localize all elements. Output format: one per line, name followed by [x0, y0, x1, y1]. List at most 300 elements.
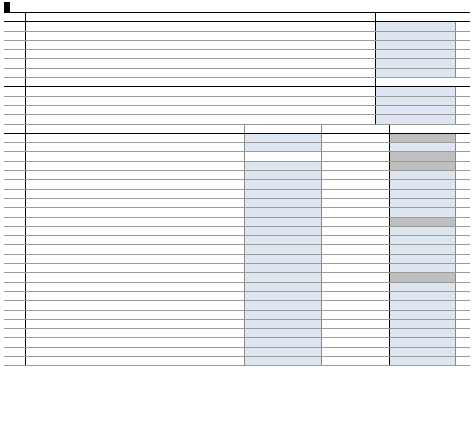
tax-cell: [389, 152, 470, 160]
line-number: [4, 106, 26, 114]
brace: [375, 338, 389, 346]
tax-line-number: [455, 190, 470, 198]
rate-value: [321, 292, 375, 300]
line-description: [26, 50, 375, 58]
rate-value: [321, 171, 375, 179]
tax-line-number: [455, 283, 470, 291]
part-label: [4, 2, 10, 12]
tax-amount-field: [390, 218, 456, 226]
tax-cell: [389, 236, 470, 244]
tax-amount-field[interactable]: [390, 264, 456, 272]
tax-line-number: [455, 134, 470, 142]
line-description: [26, 152, 244, 160]
fuel-row: [4, 218, 470, 227]
tax-cell: [389, 162, 470, 170]
line-number: [4, 236, 26, 244]
tax-cell: [375, 41, 470, 49]
brace: [375, 190, 389, 198]
fuel-row: [4, 273, 470, 282]
tax-amount-field: [390, 152, 456, 160]
line-row: [4, 32, 470, 41]
gallons-field[interactable]: [244, 264, 321, 272]
tax-amount-field[interactable]: [376, 22, 456, 30]
rate-value: [321, 180, 375, 188]
tax-line-number: [455, 236, 470, 244]
line-number: [4, 162, 26, 170]
line-number: [4, 208, 26, 216]
line-description: [26, 171, 244, 179]
tax-amount-field[interactable]: [390, 171, 456, 179]
tax-cell: [389, 134, 470, 142]
tax-line-number: [455, 292, 470, 300]
line-number: [4, 301, 26, 309]
gallons-field[interactable]: [244, 143, 321, 151]
fuel-row: [4, 292, 470, 301]
line-number: [4, 41, 26, 49]
brace: [375, 301, 389, 309]
tax-line-number: [455, 227, 470, 235]
brace: [375, 143, 389, 151]
line-number: [4, 255, 26, 263]
line-row: [4, 106, 470, 115]
tax-amount-field[interactable]: [390, 143, 456, 151]
gallons-field[interactable]: [244, 152, 321, 160]
fuel-row: [4, 236, 470, 245]
line-number: [4, 97, 26, 105]
tax-cell: [389, 338, 470, 346]
tax-line-number: [455, 59, 470, 67]
tax-cell: [389, 255, 470, 263]
tax-line-number: [455, 115, 470, 123]
line-number: [4, 50, 26, 58]
comm-section-title: [26, 78, 375, 86]
tax-line-number: [455, 171, 470, 179]
line-description: [26, 41, 375, 49]
gallons-field[interactable]: [244, 171, 321, 179]
line-description: [26, 283, 244, 291]
fuel-row: [4, 329, 470, 338]
tax-line-number: [455, 106, 470, 114]
line-number: [4, 143, 26, 151]
tax-line-number: [455, 357, 470, 365]
rate-value: [321, 311, 375, 319]
tax-amount-field[interactable]: [376, 59, 456, 67]
gallons-field[interactable]: [244, 292, 321, 300]
rate-value: [321, 245, 375, 253]
brace: [375, 311, 389, 319]
line-number: [4, 218, 26, 226]
tax-amount-field[interactable]: [376, 69, 456, 77]
line-description: [26, 180, 244, 188]
tax-amount-field: [390, 273, 456, 281]
line-number: [4, 152, 26, 160]
tax-amount-field[interactable]: [376, 97, 456, 105]
tax-cell: [389, 143, 470, 151]
fuel-row: [4, 190, 470, 199]
tax-header: [375, 13, 470, 21]
rate-value: [321, 152, 375, 160]
gallons-field[interactable]: [244, 190, 321, 198]
tax-line-number: [455, 329, 470, 337]
line-description: [26, 292, 244, 300]
tax-line-number: [455, 162, 470, 170]
line-row: [4, 22, 470, 31]
tax-line-number: [455, 301, 470, 309]
form-720-part-1: [4, 2, 470, 366]
tax-amount-field[interactable]: [376, 50, 456, 58]
gallons-field[interactable]: [244, 283, 321, 291]
line-description: [26, 22, 375, 30]
rate-value: [321, 208, 375, 216]
line-description: [26, 143, 244, 151]
env-section-header: [4, 13, 470, 22]
tax-cell: [375, 106, 470, 114]
gallons-field[interactable]: [244, 329, 321, 337]
tax-cell: [375, 69, 470, 77]
tax-cell: [389, 171, 470, 179]
brace: [375, 320, 389, 328]
irs-no-header: [4, 13, 26, 21]
fuel-row: [4, 180, 470, 189]
rate-value: [321, 357, 375, 365]
form-footer: [4, 406, 470, 416]
tax-cell: [389, 199, 470, 207]
tax-cell: [389, 320, 470, 328]
gallons-field[interactable]: [244, 255, 321, 263]
rate-value: [321, 236, 375, 244]
brace: [375, 227, 389, 235]
tax-amount-field[interactable]: [390, 292, 456, 300]
tax-line-number: [455, 50, 470, 58]
line-description: [26, 245, 244, 253]
tax-line-number: [455, 338, 470, 346]
gallons-field[interactable]: [244, 273, 321, 281]
line-description: [26, 87, 375, 95]
line-number: [4, 338, 26, 346]
gallons-field[interactable]: [244, 338, 321, 346]
line-description: [26, 236, 244, 244]
line-number: [4, 273, 26, 281]
tax-amount-field[interactable]: [376, 115, 456, 123]
rate-value: [321, 227, 375, 235]
tax-line-number: [455, 208, 470, 216]
line-number: [4, 115, 26, 123]
brace: [375, 199, 389, 207]
fuel-row: [4, 199, 470, 208]
line-description: [26, 320, 244, 328]
line-description: [26, 329, 244, 337]
tax-cell: [375, 97, 470, 105]
tax-cell: [389, 264, 470, 272]
tax-line-number: [455, 180, 470, 188]
line-row: [4, 41, 470, 50]
tax-line-number: [455, 152, 470, 160]
rate-value: [321, 338, 375, 346]
tax-amount-field[interactable]: [376, 41, 456, 49]
tax-amount-field[interactable]: [376, 32, 456, 40]
fuel-row: [4, 311, 470, 320]
line-number: [4, 320, 26, 328]
fuel-row: [4, 264, 470, 273]
tax-cell: [389, 283, 470, 291]
line-description: [26, 301, 244, 309]
tax-cell: [389, 180, 470, 188]
brace: [375, 236, 389, 244]
brace: [375, 152, 389, 160]
brace: [375, 180, 389, 188]
fuel-row: [4, 245, 470, 254]
line-description: [26, 134, 244, 142]
rate-value: [321, 320, 375, 328]
tax-cell: [375, 22, 470, 30]
gallons-field[interactable]: [244, 357, 321, 365]
tax-amount-field: [390, 162, 456, 170]
tax-amount-field[interactable]: [390, 357, 456, 365]
gallons-field[interactable]: [244, 311, 321, 319]
line-number: [4, 180, 26, 188]
fuel-row: [4, 283, 470, 292]
fuel-row: [4, 171, 470, 180]
comm-section-header: [4, 78, 470, 87]
gallons-field[interactable]: [244, 199, 321, 207]
gallons-field[interactable]: [244, 245, 321, 253]
tax-line-number: [455, 22, 470, 30]
gallons-field[interactable]: [244, 134, 321, 142]
tax-cell: [389, 190, 470, 198]
tax-header: [375, 78, 470, 86]
fuel-row: [4, 143, 470, 152]
brace: [375, 264, 389, 272]
line-description: [26, 69, 375, 77]
line-number: [4, 264, 26, 272]
tax-line-number: [455, 348, 470, 356]
tax-cell: [389, 329, 470, 337]
tax-cell: [389, 208, 470, 216]
tax-line-number: [455, 199, 470, 207]
tax-line-number: [455, 273, 470, 281]
rate-value: [321, 264, 375, 272]
tax-cell: [389, 245, 470, 253]
fuel-row: [4, 320, 470, 329]
tax-cell: [389, 311, 470, 319]
tax-cell: [375, 87, 470, 95]
tax-cell: [375, 50, 470, 58]
rate-value: [321, 348, 375, 356]
tax-cell: [389, 357, 470, 365]
line-number: [4, 357, 26, 365]
tax-line-number: [455, 87, 470, 95]
brace: [375, 273, 389, 281]
gallons-header: [244, 125, 321, 133]
rate-value: [321, 190, 375, 198]
tax-line-number: [455, 143, 470, 151]
tax-amount-field: [390, 134, 456, 142]
line-description: [26, 106, 375, 114]
line-number: [4, 171, 26, 179]
line-number: [4, 227, 26, 235]
rate-value: [321, 143, 375, 151]
tax-amount-field[interactable]: [376, 106, 456, 114]
fuel-row: [4, 301, 470, 310]
tax-cell: [389, 292, 470, 300]
fuel-row: [4, 208, 470, 217]
line-description: [26, 162, 244, 170]
rate-value: [321, 199, 375, 207]
line-number: [4, 292, 26, 300]
tax-line-number: [455, 264, 470, 272]
rate-value: [321, 301, 375, 309]
rate-value: [321, 329, 375, 337]
tax-cell: [389, 301, 470, 309]
fuel-row: [4, 348, 470, 357]
line-description: [26, 97, 375, 105]
tax-line-number: [455, 245, 470, 253]
line-row: [4, 59, 470, 68]
rate-value: [321, 162, 375, 170]
gallons-field[interactable]: [244, 162, 321, 170]
gallons-field[interactable]: [244, 348, 321, 356]
fuel-row: [4, 227, 470, 236]
gallons-field[interactable]: [244, 236, 321, 244]
tax-amount-field[interactable]: [390, 199, 456, 207]
tax-cell: [389, 227, 470, 235]
rate-value: [321, 283, 375, 291]
brace: [375, 292, 389, 300]
line-number: [4, 329, 26, 337]
tax-line-number: [455, 32, 470, 40]
tax-header: [389, 125, 470, 133]
tax-amount-field[interactable]: [390, 283, 456, 291]
line-number: [4, 134, 26, 142]
brace: [375, 348, 389, 356]
line-number: [4, 311, 26, 319]
gallons-field[interactable]: [244, 180, 321, 188]
part-header: [4, 2, 470, 13]
tax-amount-field[interactable]: [390, 180, 456, 188]
line-description: [26, 199, 244, 207]
brace: [375, 208, 389, 216]
brace: [375, 255, 389, 263]
tax-amount-field[interactable]: [390, 255, 456, 263]
gallons-field[interactable]: [244, 218, 321, 226]
line-description: [26, 59, 375, 67]
line-row: [4, 50, 470, 59]
tax-amount-field[interactable]: [390, 208, 456, 216]
tax-amount-field[interactable]: [390, 190, 456, 198]
fuel-row: [4, 152, 470, 161]
fuel-row: [4, 357, 470, 366]
tax-amount-field[interactable]: [390, 236, 456, 244]
fuel-row: [4, 134, 470, 143]
line-number: [4, 199, 26, 207]
tax-amount-field[interactable]: [390, 329, 456, 337]
line-description: [26, 264, 244, 272]
gallons-field[interactable]: [244, 320, 321, 328]
tax-amount-field[interactable]: [390, 338, 456, 346]
line-number: [4, 87, 26, 95]
line-number: [4, 22, 26, 30]
tax-amount-field[interactable]: [390, 311, 456, 319]
rate-value: [321, 134, 375, 142]
fuel-row: [4, 338, 470, 347]
tax-cell: [375, 115, 470, 123]
fuel-row: [4, 162, 470, 171]
line-description: [26, 190, 244, 198]
tax-line-number: [455, 218, 470, 226]
line-number: [4, 283, 26, 291]
tax-amount-field[interactable]: [376, 87, 456, 95]
line-number: [4, 190, 26, 198]
tax-amount-field[interactable]: [390, 245, 456, 253]
brace: [375, 218, 389, 226]
gallons-field[interactable]: [244, 301, 321, 309]
tax-line-number: [455, 69, 470, 77]
line-description: [26, 357, 244, 365]
fuel-section-header: [4, 125, 470, 134]
brace: [375, 162, 389, 170]
line-description: [26, 227, 244, 235]
rate-value: [321, 255, 375, 263]
rate-header: [321, 125, 375, 133]
fuel-section-title: [26, 125, 244, 133]
fuel-row: [4, 255, 470, 264]
gallons-field[interactable]: [244, 208, 321, 216]
tax-line-number: [455, 41, 470, 49]
tax-amount-field[interactable]: [390, 320, 456, 328]
line-row: [4, 69, 470, 78]
tax-line-number: [455, 320, 470, 328]
line-description: [26, 208, 244, 216]
gallons-field[interactable]: [244, 227, 321, 235]
line-number: [4, 32, 26, 40]
tax-amount-field[interactable]: [390, 301, 456, 309]
line-row: [4, 97, 470, 106]
line-row: [4, 87, 470, 96]
tax-cell: [375, 59, 470, 67]
brace: [375, 357, 389, 365]
brace: [375, 329, 389, 337]
tax-amount-field[interactable]: [390, 227, 456, 235]
line-number: [4, 69, 26, 77]
tax-line-number: [455, 255, 470, 263]
line-description: [26, 338, 244, 346]
line-number: [4, 245, 26, 253]
line-description: [26, 218, 244, 226]
line-number: [4, 59, 26, 67]
line-number: [4, 348, 26, 356]
env-section-title: [26, 13, 375, 21]
rate-value: [321, 273, 375, 281]
brace: [375, 283, 389, 291]
tax-amount-field[interactable]: [390, 348, 456, 356]
tax-line-number: [455, 97, 470, 105]
tax-line-number: [455, 311, 470, 319]
line-description: [26, 273, 244, 281]
brace: [375, 245, 389, 253]
line-row: [4, 115, 470, 124]
line-description: [26, 32, 375, 40]
brace: [375, 171, 389, 179]
line-description: [26, 311, 244, 319]
line-description: [26, 348, 244, 356]
tax-cell: [375, 32, 470, 40]
tax-cell: [389, 273, 470, 281]
brace: [375, 134, 389, 142]
rate-value: [321, 218, 375, 226]
line-description: [26, 115, 375, 123]
tax-cell: [389, 218, 470, 226]
tax-cell: [389, 348, 470, 356]
